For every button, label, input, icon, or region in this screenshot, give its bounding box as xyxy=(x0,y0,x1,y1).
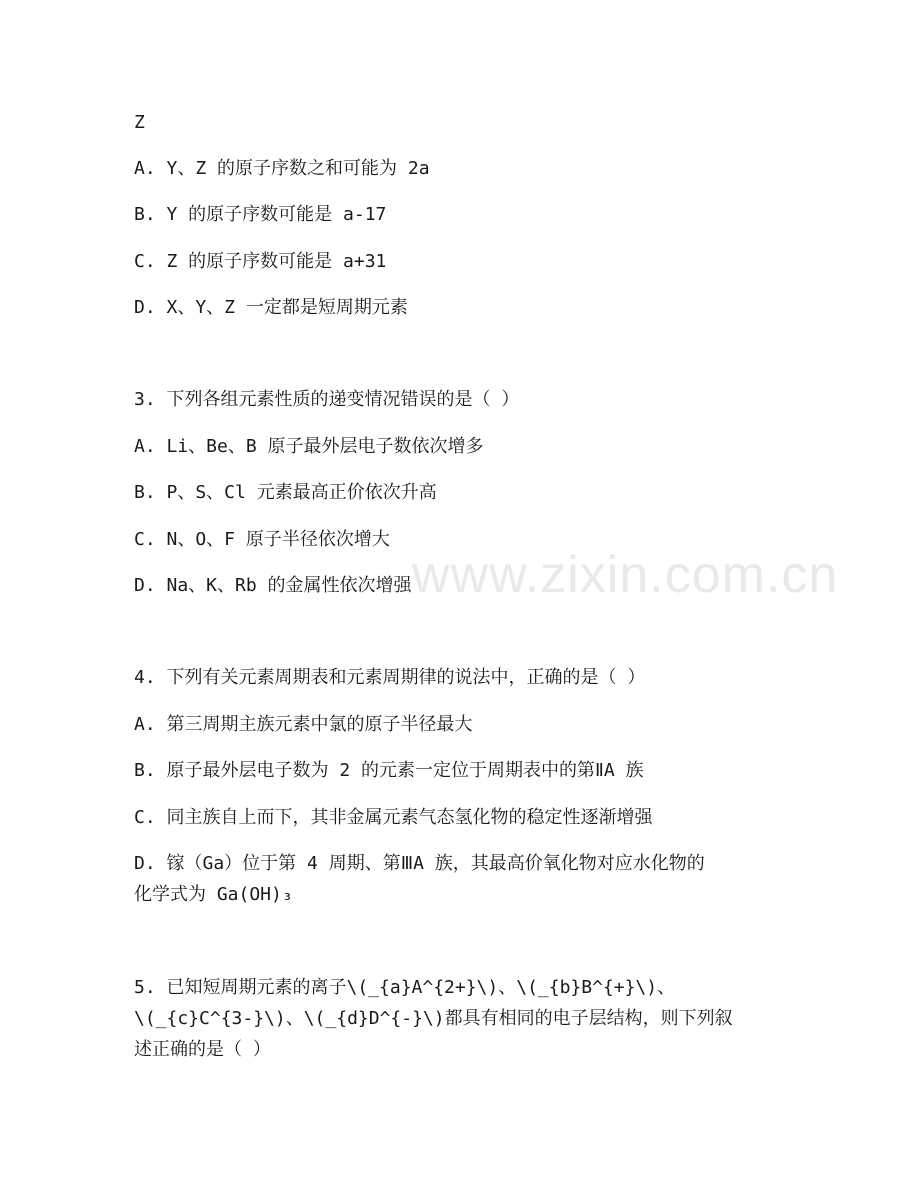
q5-stem-cont: \(_{c}C^{3-}\)、\(_{d}D^{-}\)都具有相同的电子层结构，则下列叙 xyxy=(134,1008,733,1029)
q5-stem: 5. 已知短周期元素的离子\(_{a}A^{2+}\)、\(_{b}B^{+}\)、 xyxy=(134,977,676,998)
q3-option-c: C. N、O、F 原子半径依次增大 xyxy=(134,529,390,550)
q4-option-a: A. 第三周期主族元素中氯的原子半径最大 xyxy=(134,714,473,735)
q4-option-c: C. 同主族自上而下，其非金属元素气态氢化物的稳定性逐渐增强 xyxy=(134,807,653,828)
q3-option-a: A. Li、Be、B 原子最外层电子数依次增多 xyxy=(134,436,484,457)
q2-option-b: B. Y 的原子序数可能是 a-17 xyxy=(134,204,387,225)
q4-option-d-cont: 化学式为 Ga(OH)₃ xyxy=(134,884,293,905)
q4-option-b: B. 原子最外层电子数为 2 的元素一定位于周期表中的第ⅡA 族 xyxy=(134,760,644,781)
q4-option-d: D. 镓（Ga）位于第 4 周期、第ⅢA 族，其最高价氧化物对应水化物的 xyxy=(134,853,705,874)
fragment-line: Z xyxy=(134,112,145,133)
q2-option-a: A. Y、Z 的原子序数之和可能为 2a xyxy=(134,158,430,179)
q3-option-d: D. Na、K、Rb 的金属性依次增强 xyxy=(134,575,412,596)
q4-stem: 4. 下列有关元素周期表和元素周期律的说法中，正确的是（ ） xyxy=(134,667,646,688)
q2-option-d: D. X、Y、Z 一定都是短周期元素 xyxy=(134,297,408,318)
q3-option-b: B. P、S、Cl 元素最高正价依次升高 xyxy=(134,482,437,503)
q3-stem: 3. 下列各组元素性质的递变情况错误的是（ ） xyxy=(134,389,520,410)
watermark: www.zixin.com.cn xyxy=(412,546,839,604)
q5-stem-end: 述正确的是（ ） xyxy=(134,1039,271,1060)
q2-option-c: C. Z 的原子序数可能是 a+31 xyxy=(134,251,387,272)
